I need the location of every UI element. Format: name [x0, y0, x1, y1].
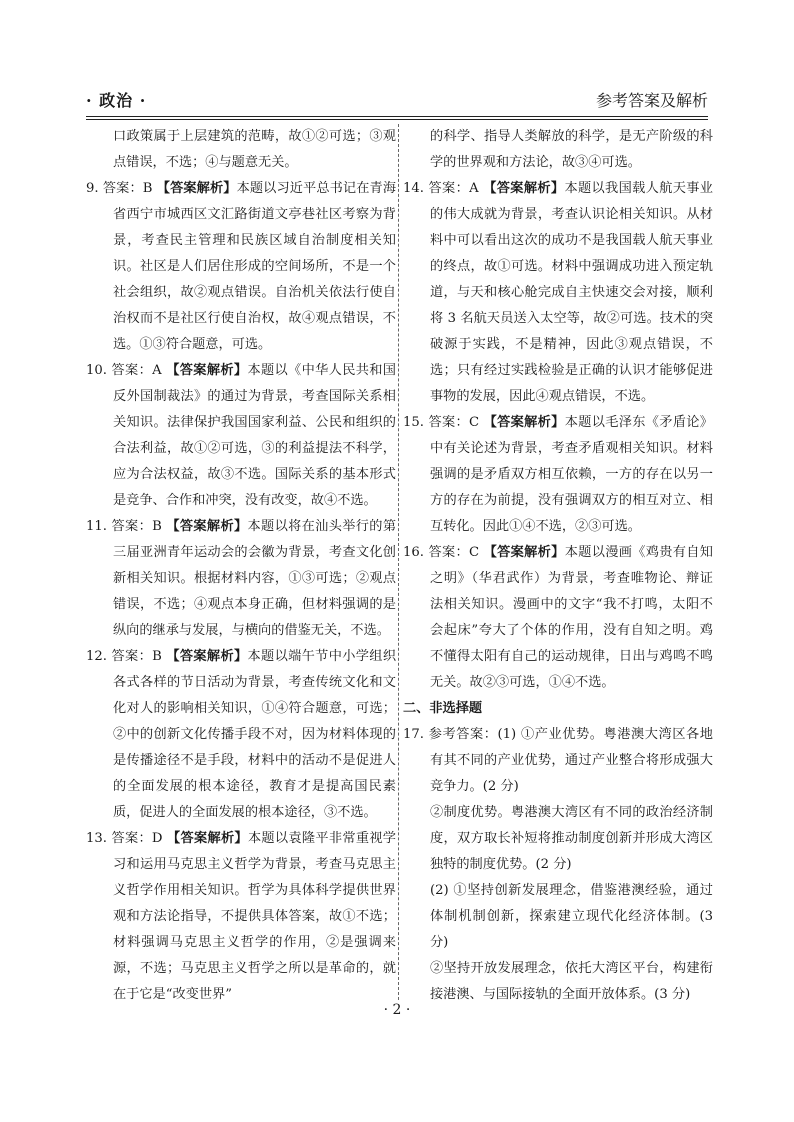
analysis-text: 本题以将在汕头举行的第三届亚洲青年运动会的会徽为背景，考查文化创新相关知识。根据材料内容，①③可选；②观点错误，不选；④观点本身正确，但材料强调的是纵向的继承与发展，与横向的借鉴无关，不选。	[113, 519, 397, 638]
analysis-tag: 【答案解析】	[156, 181, 237, 196]
answer-number: 12. 答案：B	[86, 649, 162, 664]
answer-number: 11. 答案：B	[86, 519, 162, 534]
q13-continuation: 的科学、指导人类解放的科学，是无产阶级的科学的世界观和方法论，故③④可选。	[430, 129, 713, 170]
analysis-tag: 【答案解析】	[483, 545, 565, 560]
analysis-text: 本题以漫画《鸡贵有自知之明》（华君武作）为背景，考查唯物论、辩证法相关知识。漫画中的文字“我不打鸣，太阳不会起床”夸大了个体的作用，没有自知之明。鸡不懂得太阳有自己的运动规律，日出与鸡鸣不鸣无关。故②③可选，①④不选。	[430, 545, 713, 690]
subject-label: · 政治 ·	[86, 91, 147, 110]
analysis-tag: 【答案解析】	[483, 181, 565, 196]
answer-item-12	[86, 644, 396, 826]
page-number: · 2 ·	[383, 1002, 411, 1018]
answer-17-part-2-point-1: (2) ①坚持创新发展理念，借鉴港澳经验，通过体制机制创新，探索建立现代化经济体制。(3 分)	[430, 883, 713, 950]
right-column	[403, 124, 713, 1008]
answer-number: 15. 答案：C	[403, 415, 480, 430]
analysis-text: 本题以习近平总书记在青海省西宁市城西区文汇路街道文亭巷社区考察为背景，考查民主管理和民族区域自治制度相关知识。社区是人们居住形成的空间场所，不是一个社会组织，故②观点错误。自治机关依法行使自治权而不是社区行使自治权，故④观点错误，不选。①③符合题意，可选。	[113, 181, 397, 352]
answer-number: 13. 答案：D	[86, 831, 163, 846]
answer-number: 14. 答案：A	[403, 181, 479, 196]
analysis-text: 本题以我国载人航天事业的伟大成就为背景，考查认识论相关知识。从材料中可以看出这次的成功不是我国载人航天事业的终点，故①可选。材料中强调成功进入预定轨道，与天和核心舱完成自主快速交会对接，顺利将 3 名航天员送入太空等，故②可选。技术的突破源于实践，不是精神，因此③观点错误，不选；只有经过实践检验是正确的认识才能够促进事物的发展，因此④观点错误，不选。	[430, 181, 713, 404]
answer-item-14	[403, 176, 713, 410]
answer-item-13	[86, 826, 396, 1008]
analysis-text: 本题以袁隆平非常重视学习和运用马克思主义哲学为背景，考查马克思主义哲学作用相关知识。哲学为具体科学提供世界观和方法论指导，不提供具体答案，故①不选；材料强调马克思主义哲学的作用，②是强调来源，不选；马克思主义哲学之所以是革命的，就在于它是“改变世界”	[113, 831, 396, 1002]
analysis-tag: 【答案解析】	[166, 649, 248, 664]
answer-item-9	[86, 176, 396, 358]
header-title: 参考答案及解析	[595, 91, 708, 110]
answer-item-17: 17. 参考答案：(1) ①产业优势。粤港澳大湾区各地有其不同的产业优势，通过产业整合将形成强大竞争力。(2 分)	[403, 727, 713, 794]
header-rule-thick	[86, 116, 708, 117]
answer-17-part-2-point-2: ②坚持开放发展理念，依托大湾区平台，构建衔接港澳、与国际接轨的全面开放体系。(3 分)	[430, 961, 713, 1002]
analysis-tag: 【答案解析】	[166, 519, 248, 534]
q8-continuation: 口政策属于上层建筑的范畴，故①②可选；③观点错误，不选；④与题意无关。	[113, 129, 396, 170]
header-rule-thin	[86, 119, 708, 120]
page-header	[86, 88, 708, 112]
analysis-text: 本题以端午节中小学组织各式各样的节日活动为背景，考查传统文化和文化对人的影响相关知识，①④符合题意，可选；②中的创新文化传播手段不对，因为材料体现的是传播途径不是手段，材料中的活动不是促进人的全面发展的根本途径，教育才是提高国民素质，促进人的全面发展的根本途径，③不选。	[113, 649, 397, 820]
answer-item-16	[403, 540, 713, 696]
analysis-tag: 【答案解析】	[167, 831, 248, 846]
answer-item-15	[403, 410, 713, 540]
analysis-tag: 【答案解析】	[166, 363, 248, 378]
analysis-text: 本题以《中华人民共和国反外国制裁法》的通过为背景，考查国际关系相关知识。法律保护我国国家利益、公民和组织的合法利益，故①②可选，③的利益提法不科学，应为合法权益，故③不选。国际关系的基本形式是竞争、合作和冲突，没有改变，故④不选。	[113, 363, 396, 508]
answer-number: 10. 答案：A	[86, 363, 162, 378]
answer-item-11	[86, 514, 396, 644]
answer-number: 9. 答案：B	[86, 181, 153, 196]
answer-number: 16. 答案：C	[403, 545, 480, 560]
section-heading: 二、非选择题	[403, 701, 483, 716]
answer-item-10	[86, 358, 396, 514]
analysis-text: 本题以毛泽东《矛盾论》中有关论述为背景，考查矛盾观相关知识。材料强调的是矛盾双方相互依赖，一方的存在以另一方的存在为前提，没有强调双方的相互对立、相互转化。因此①④不选，②③可选。	[430, 415, 713, 534]
answer-17-point-2: ②制度优势。粤港澳大湾区有不同的政治经济制度，双方取长补短将推动制度创新并形成大湾区独特的制度优势。(2 分)	[430, 805, 713, 872]
left-column	[86, 124, 396, 1008]
analysis-tag: 【答案解析】	[483, 415, 565, 430]
column-divider	[398, 124, 399, 1000]
